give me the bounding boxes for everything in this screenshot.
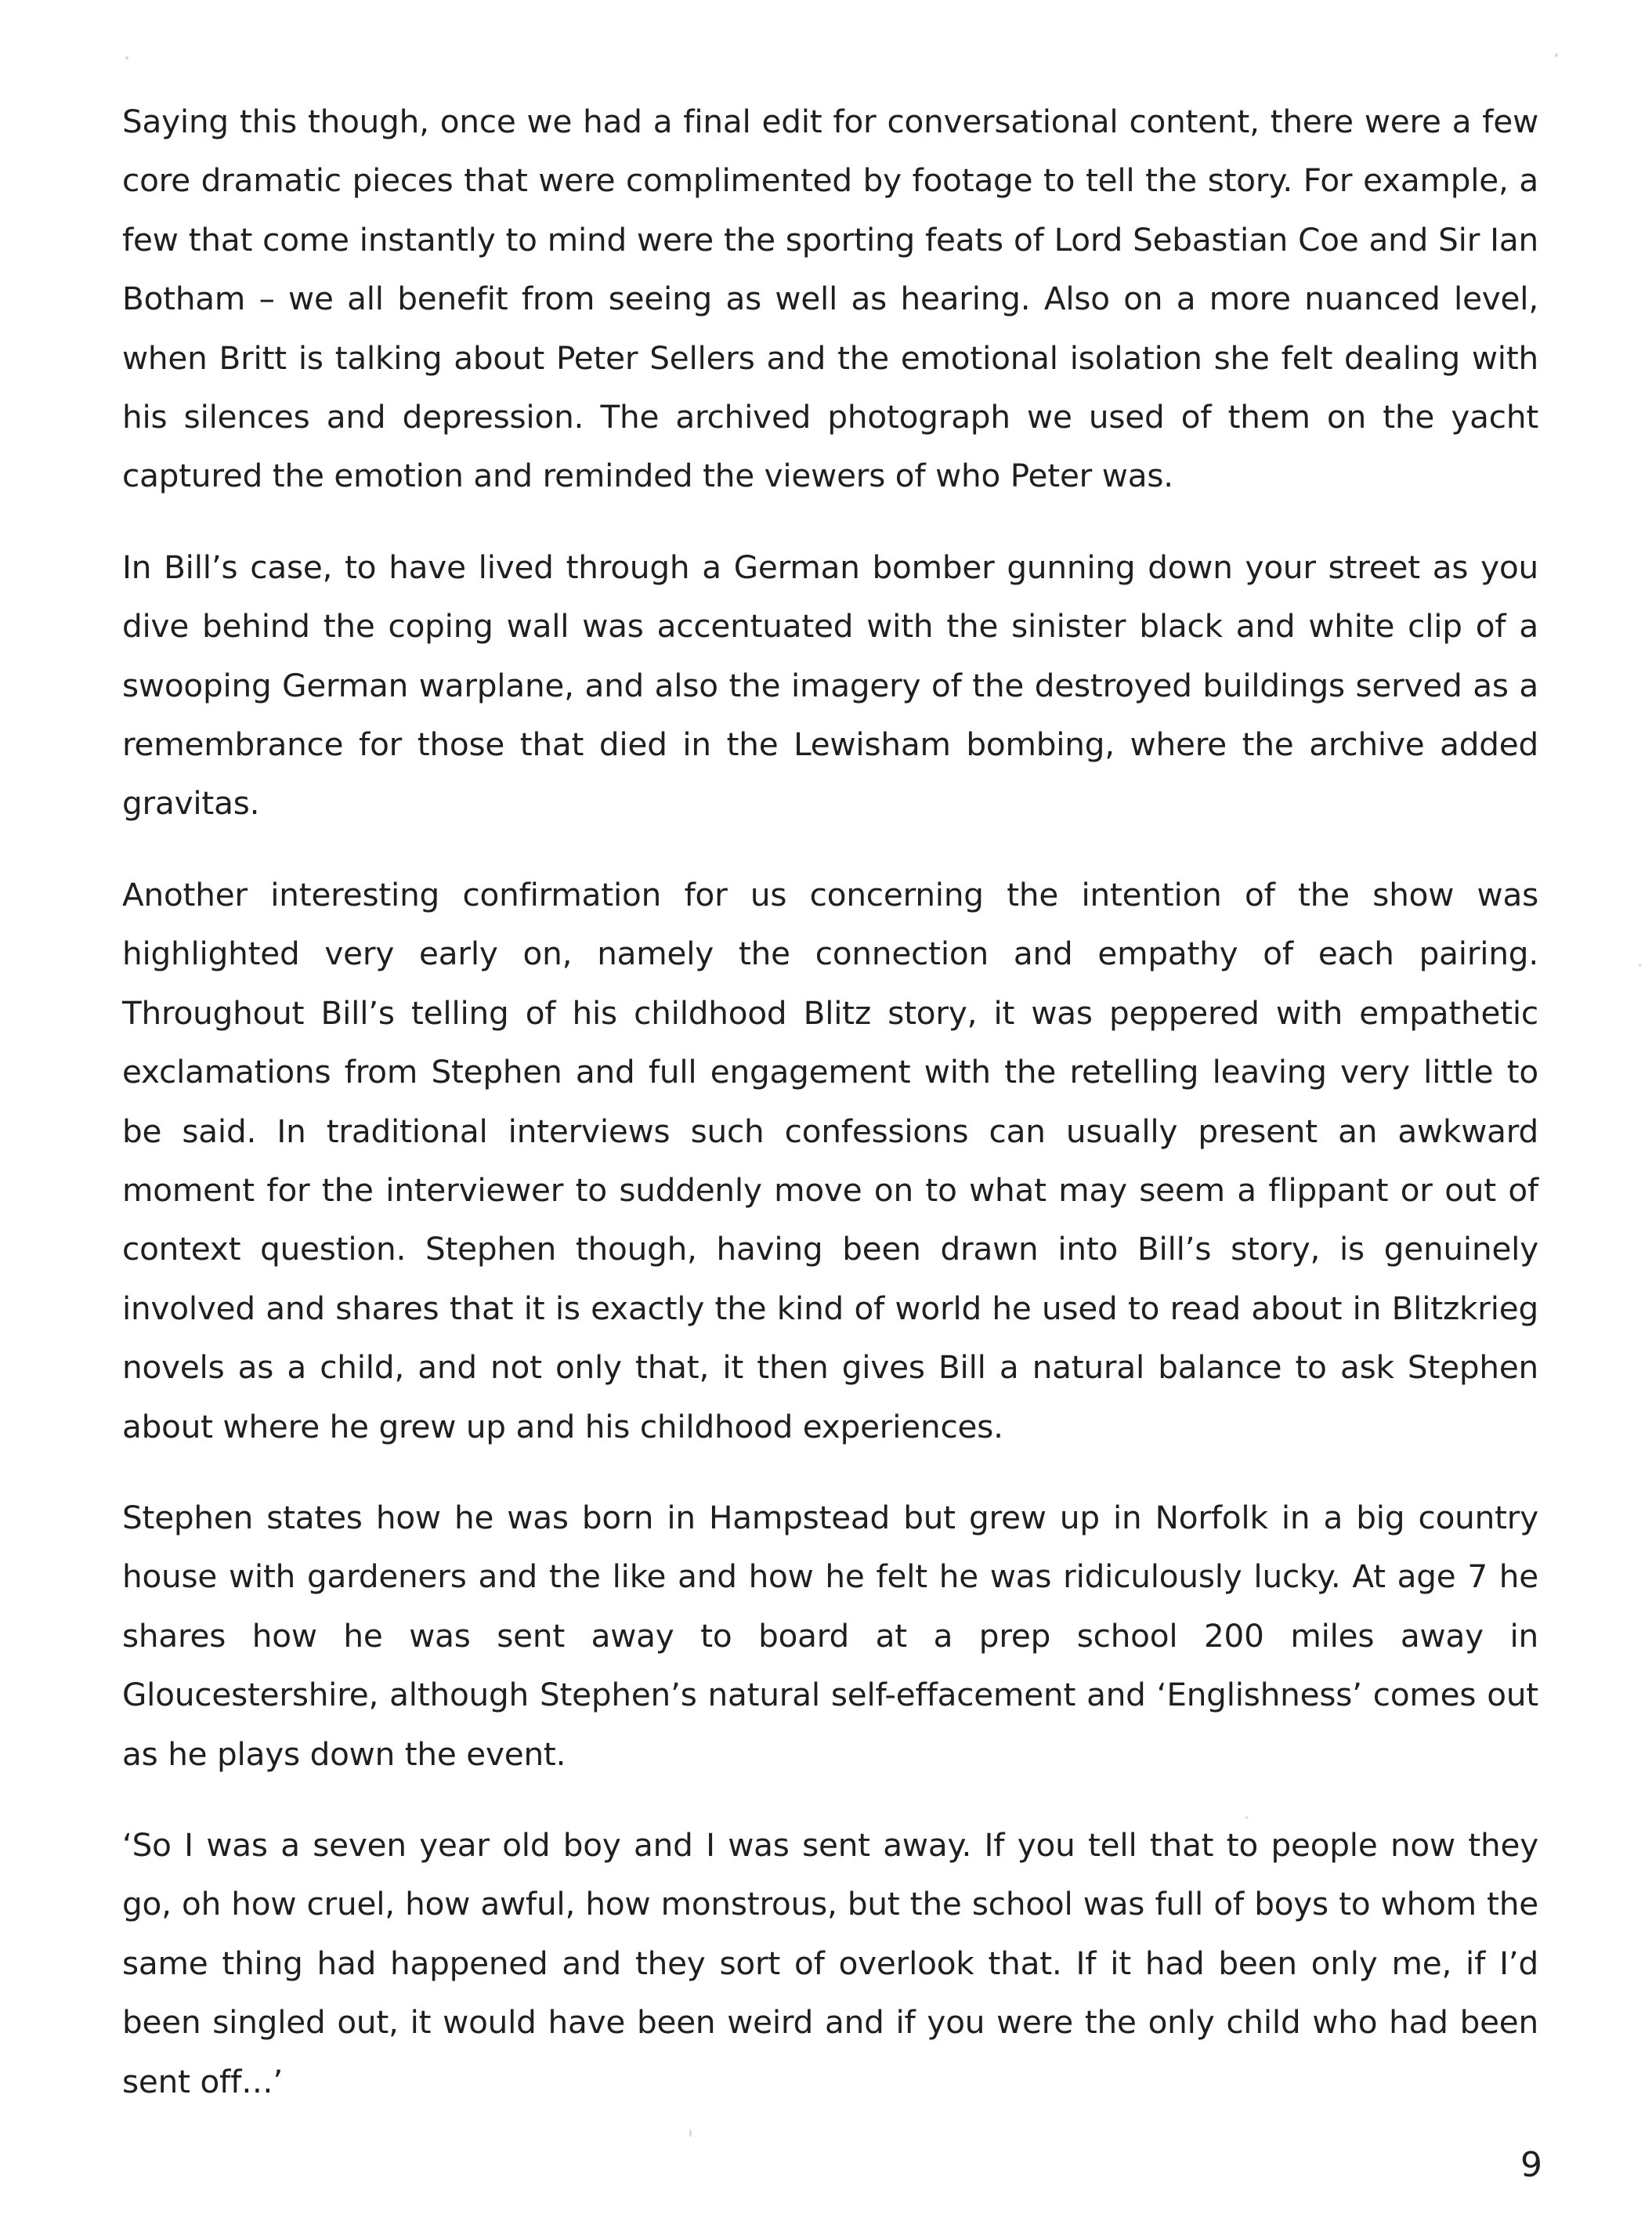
scan-speck: [1555, 53, 1558, 57]
paragraph-stephen-childhood: Stephen states how he was born in Hampstead but grew up in Norfolk in a big country house with gardeners and the like and how he felt he was ridiculously lucky. At age 7 he shares how he was sent away to board at a prep school 200 miles away in Gloucestershire, although Stephen’s natural self-effacement and ‘Englishness’ comes out as he plays down the event.: [122, 1498, 1538, 1773]
body-text: [122, 92, 1538, 2111]
paragraph-footage: Saying this though, once we had a final edit for conversational content, there were a few core dramatic pieces that were complimented by footage to tell the story. For example, a few that come instantly to mind were the sporting feats of Lord Sebastian Coe and Sir Ian Botham – we all benefit from seeing as well as hearing. Also on a more nuanced level, when Britt is talking about Peter Sellers and the emotional isolation she felt dealing with his silences and depression. The archived photograph we used of them on the yacht captured the emotion and reminded the viewers of who Peter was.: [122, 103, 1538, 495]
paragraph-quote: ‘So I was a seven year old boy and I was sent away. If you tell that to people now they go, oh how cruel, how awful, how monstrous, but the school was full of boys to whom the same thing had happened and they sort of overlook that. If it had been only me, if I’d been singled out, it would have been weird and if you were the only child who had been sent off…’: [122, 1825, 1538, 2100]
scan-speck: [1639, 964, 1641, 967]
scan-speck: [689, 2129, 692, 2137]
page-number: 9: [1520, 2145, 1542, 2185]
paragraph-confirmation: Another interesting confirmation for us concerning the intention of the show was highlighted very early on, namely the connection and empathy of each pairing. Throughout Bill’s telling of his childhood Blitz story, it was peppered with empathetic exclamations from Stephen and full engagement with the retelling leaving very little to be said. In traditional interviews such confessions can usually present an awkward moment for the interviewer to suddenly move on to what may seem a flippant or out of context question. Stephen though, having been drawn into Bill’s story, is genuinely involved and shares that it is exactly the kind of world he used to read about in Blitzkrieg novels as a child, and not only that, it then gives Bill a natural balance to ask Stephen about where he grew up and his childhood experiences.: [122, 875, 1538, 1445]
scan-speck: [125, 56, 128, 60]
scan-speck: [1245, 1816, 1248, 1819]
paragraph-bills-case: In Bill’s case, to have lived through a German bomber gunning down your street as you dive behind the coping wall was accentuated with the sinister black and white clip of a swooping German warplane, and also the imagery of the destroyed buildings served as a remembrance for those that died in the Lewisham bombing, where the archive added gravitas.: [122, 548, 1538, 823]
